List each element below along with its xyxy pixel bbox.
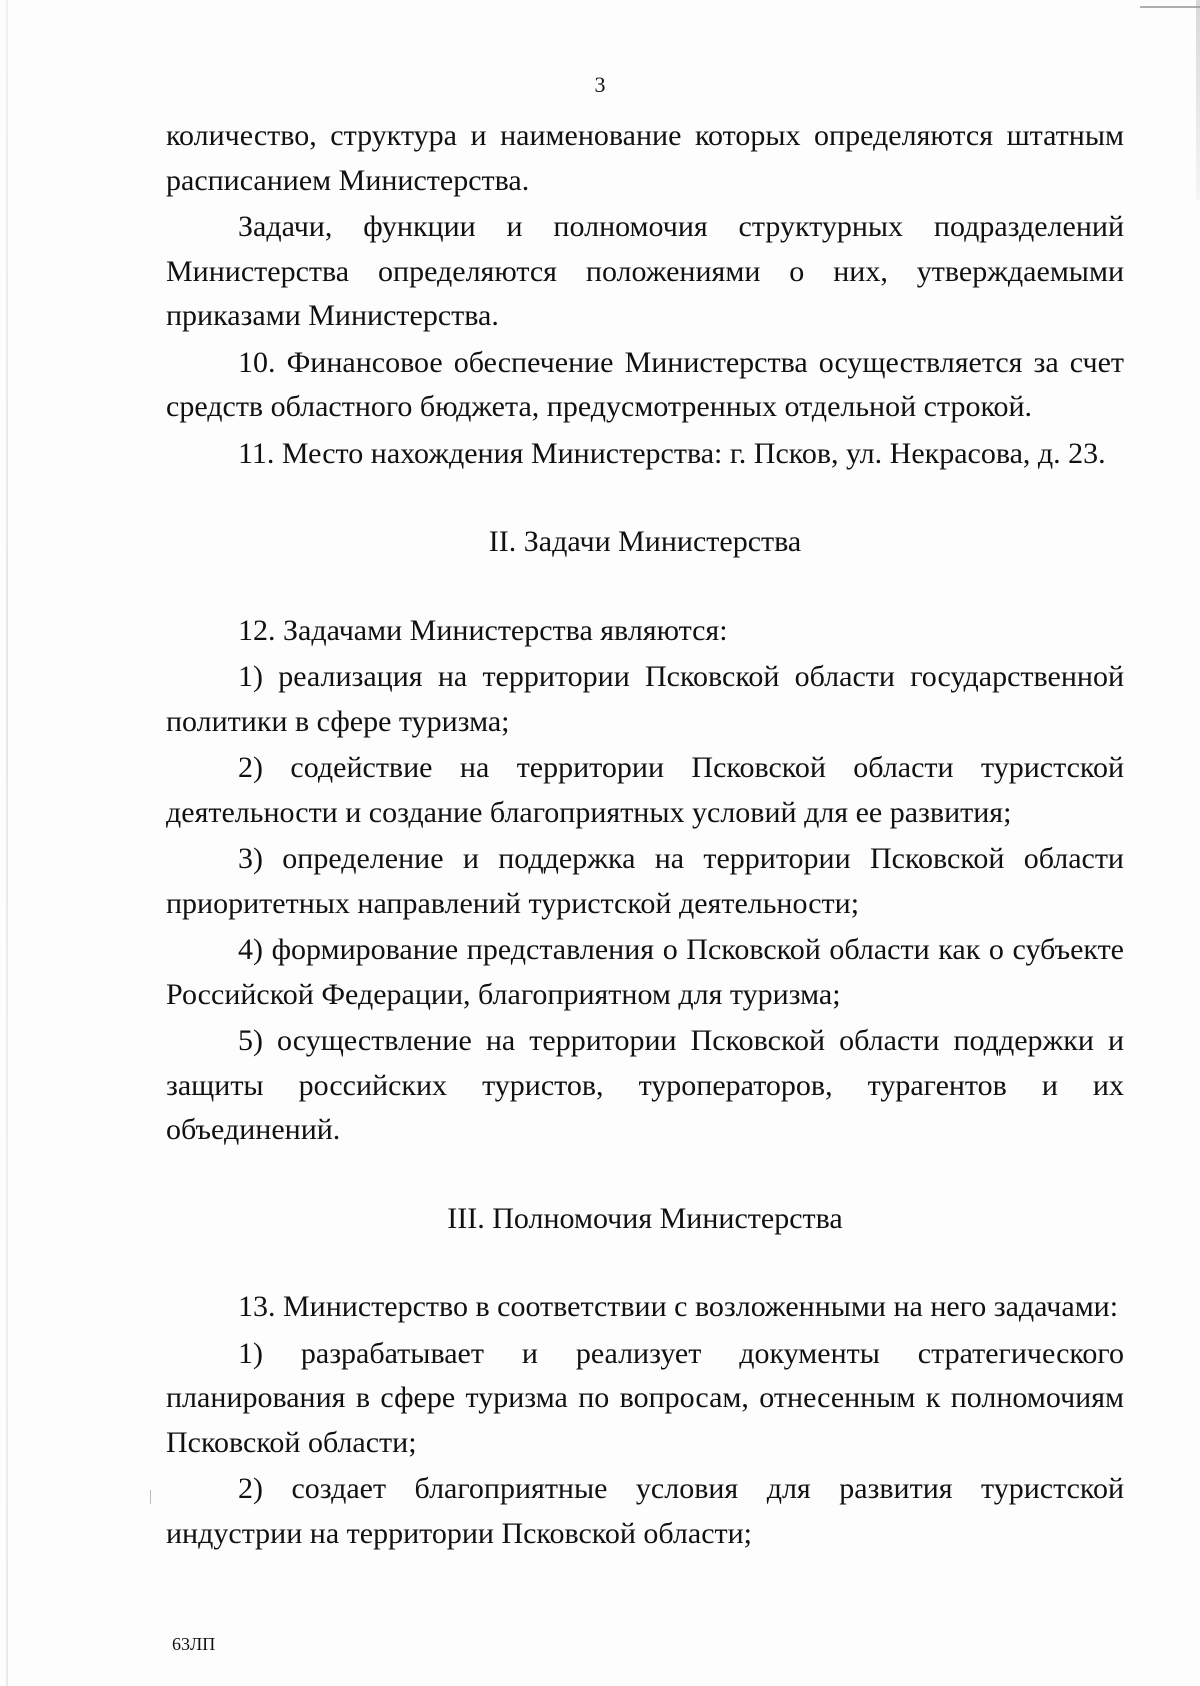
- power-item: 1) разрабатывает и реализует документы стратегического планирования в сфере туризма по вопросам, отнесенным к полномочиям Псковской области;: [166, 1336, 1124, 1459]
- task-item: 3) определение и поддержка на территории Псковской области приоритетных направлений туристской деятельности;: [166, 842, 1124, 920]
- scan-edge-right: [1196, 0, 1200, 200]
- task-item: 5) осуществление на территории Псковской области поддержки и защиты российских туристов, туроператоров, турагентов и их объединений.: [166, 1024, 1124, 1146]
- scan-edge-left: [6, 0, 8, 1686]
- section-heading-powers: III. Полномочия Министерства: [447, 1201, 843, 1235]
- paragraph-financing: 10. Финансовое обеспечение Министерства осуществляется за счет средств областного бюджета, предусмотренных отдельной строкой.: [166, 345, 1124, 423]
- section-heading-tasks: II. Задачи Министерства: [488, 525, 802, 558]
- page-number: 3: [594, 72, 606, 97]
- tasks-intro: 12. Задачами Министерства являются:: [238, 613, 728, 647]
- task-item: 4) формирование представления о Псковской области как о субъекте Российской Федерации, благоприятном для туризма;: [166, 933, 1124, 1011]
- paragraph-location: 11. Место нахождения Министерства: г. Псков, ул. Некрасова, д. 23.: [238, 436, 1106, 470]
- task-item: 2) содействие на территории Псковской области туристской деятельности и создание благоприятных условий для ее развития;: [166, 751, 1124, 829]
- paragraph-structural-units: Задачи, функции и полномочия структурных подразделений Министерства определяются положениями о них, утверждаемыми приказами Министерства.: [166, 210, 1124, 332]
- footer-document-code: 63ЛП: [172, 1634, 216, 1654]
- scan-margin-mark: [150, 1490, 151, 1504]
- power-item: 2) создает благоприятные условия для развития туристской индустрии на территории Псковской области;: [166, 1472, 1124, 1550]
- scan-corner-mark: [1140, 6, 1200, 8]
- powers-intro: 13. Министерство в соответствии с возложенными на него задачами:: [238, 1290, 1119, 1323]
- document-body: [166, 114, 1124, 1556]
- task-item: 1) реализация на территории Псковской области государственной политики в сфере туризма;: [166, 660, 1124, 738]
- paragraph-staff-schedule: количество, структура и наименование которых определяются штатным расписанием Министерства.: [166, 119, 1124, 197]
